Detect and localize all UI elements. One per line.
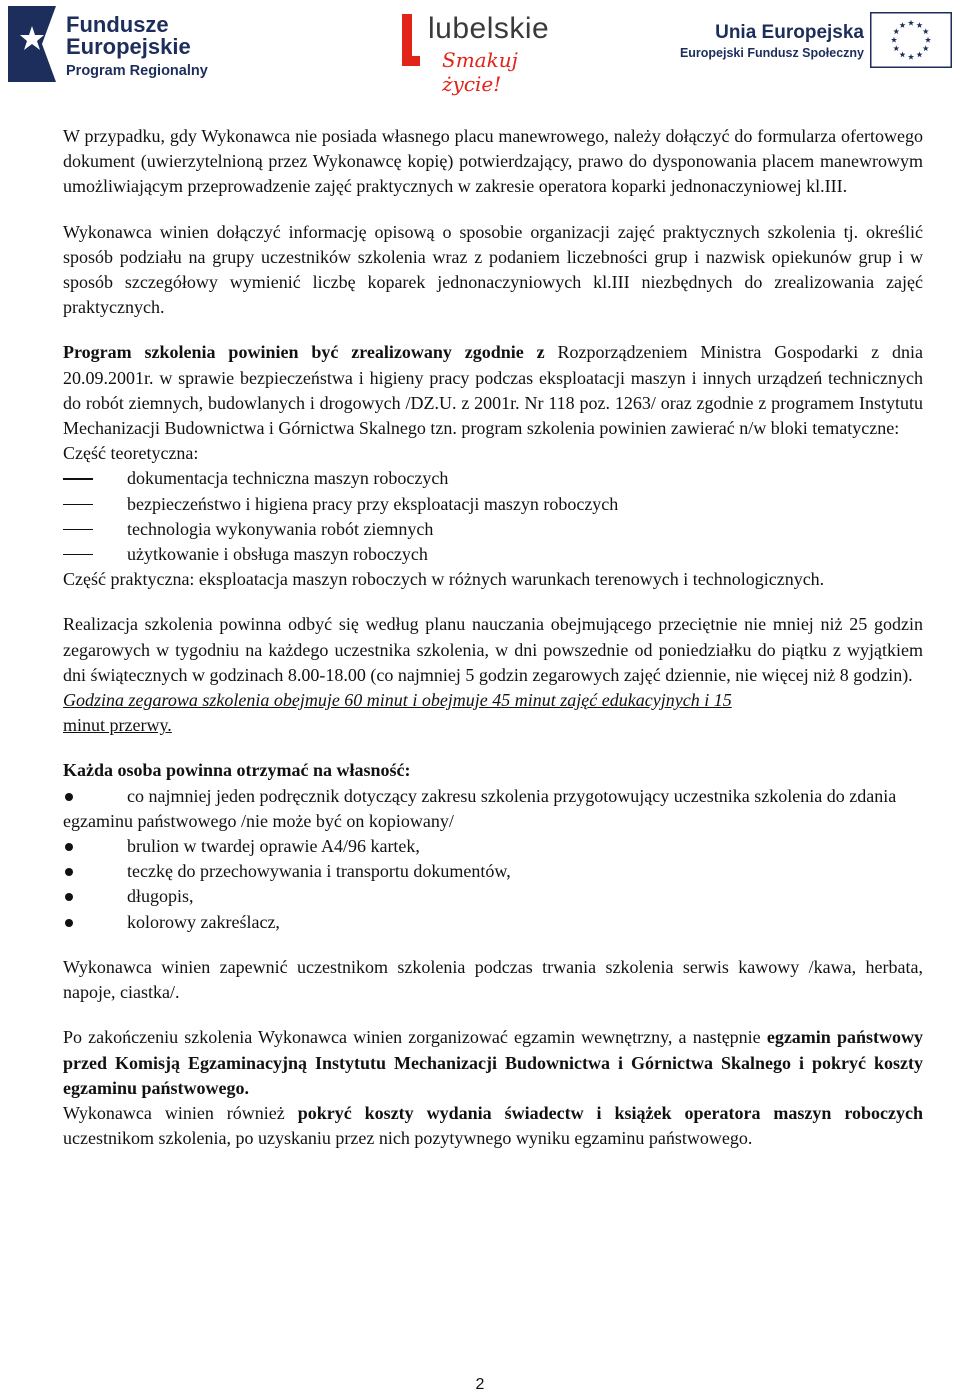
list-item: brulion w twardej oprawie A4/96 kartek,: [63, 834, 923, 859]
fe-line2: Europejskie: [66, 34, 191, 59]
certificates-bold-text: pokryć koszty wydania świadectw i książek operatora maszyn roboczych: [297, 1102, 924, 1123]
list-item: użytkowanie i obsługa maszyn roboczych: [63, 542, 923, 567]
paragraph-exam: Po zakończeniu szkolenia Wykonawca winien zorganizować egzamin wewnętrzny, a następnie egzamin państwowy przed Komisją Egzaminacyjną Instytutu Mechanizacji Budownictwa i Górnictwa Skalnego i pokryć koszty egzaminu państwowego.: [63, 1027, 923, 1098]
bullet-icon: [65, 868, 73, 876]
paragraph-training-program: [63, 340, 923, 441]
dash-icon: [63, 504, 93, 505]
paragraph-hour-definition: [63, 688, 923, 738]
paragraph-schedule: Realizacja szkolenia powinna odbyć się według planu nauczania obejmującego przeciętnie nie mniej niż 25 godzin zegarowych w tygodniu na każdego uczestnika szkolenia, w dni powszednie od poniedziałku do piątku z wyjątkiem dni świątecznych w godzinach 8.00-18.00 (co najmniej 5 godzin zegarowych zajęć dziennie, nie więcej niż 8 godzin).: [63, 614, 923, 685]
list-item: kolorowy zakreślacz,: [63, 910, 923, 935]
theory-heading: Część teoretyczna:: [63, 443, 199, 464]
lubelskie-logo: [398, 10, 568, 96]
practice-paragraph: Część praktyczna: eksploatacja maszyn roboczych w różnych warunkach terenowych i technologicznych.: [63, 569, 825, 590]
dash-icon: [63, 478, 93, 479]
paragraph-certificates: Wykonawca winien również pokryć koszty wydania świadectw i książek operatora maszyn roboczych uczestnikom szkolenia, po uzyskaniu przez nich pozytywnego wyniku egzaminu państwowego.: [63, 1102, 924, 1149]
ue-line1: Unia Europejska: [715, 22, 864, 43]
exam-bold-text: egzamin państwowy przed Komisją Egzaminacyjną Instytutu Mechanizacji Budownictwa i Górnictwa Skalnego i pokryć koszty egzaminu państwowego.: [63, 1027, 923, 1098]
bullet-icon: [65, 919, 73, 927]
dash-icon: [63, 554, 93, 555]
program-regulation-text: Rozporządzeniem Ministra Gospodarki z dnia 20.09.2001r. w sprawie bezpieczeństwa i higieny pracy podczas eksploatacji maszyn i innych urządzeń technicznych do robót ziemnych, budowlanych i drogowych /DZ.U. z 2001r. Nr 118 poz. 1263/ oraz zgodnie z programem Instytutu Mechanizacji Budownictwa i Górnictwa Skalnego tzn. program szkolenia powinien zawierać n/w bloki tematyczne:: [63, 342, 924, 439]
list-item: dokumentacja techniczna maszyn roboczych: [63, 466, 923, 491]
list-item: długopis,: [63, 884, 923, 909]
paragraph-maneuver-yard: W przypadku, gdy Wykonawca nie posiada własnego placu manewrowego, należy dołączyć do formularza ofertowego dokument (uwierzytelnioną przez Wykonawcę kopię) potwierdzający, prawo do dysponowania placem manewrowym umożliwiającym przeprowadzenie zajęć praktycznych w zakresie operatora koparki jednonaczyniowej kl.III.: [63, 126, 923, 197]
lubelskie-mark-icon: [398, 12, 422, 68]
list-item: technologia wykonywania robót ziemnych: [63, 517, 923, 542]
page-number: 2: [475, 1376, 485, 1393]
fe-line1: Fundusze: [66, 12, 169, 37]
list-item: teczkę do przechowywania i transportu dokumentów,: [63, 859, 923, 884]
hour-definition-plain: minut przerwy.: [63, 715, 172, 736]
program-bold-text: Program szkolenia powinien być zrealizowany zgodnie z: [63, 342, 545, 363]
paragraph-coffee-service: Wykonawca winien zapewnić uczestnikom szkolenia podczas trwania szkolenia serwis kawowy /kawa, herbata, napoje, ciastka/.: [63, 956, 923, 1003]
materials-heading: Każda osoba powinna otrzymać na własność:: [63, 760, 411, 781]
fe-line3: Program Regionalny: [66, 63, 208, 79]
paragraph-practical-organization: Wykonawca winien dołączyć informację opisową o sposobie organizacji zajęć praktycznych szkolenia tj. określić sposób podziału na grupy uczestników szkolenia wraz z podaniem liczebności grup i nazwisk opiekunów grup i w sposób szczegółowy wymienić liczbę koparek jednonaczyniowych kl.III niezbędnych do zrealizowania zajęć praktycznych.: [63, 221, 923, 318]
ue-line2: Europejski Fundusz Społeczny: [679, 46, 864, 60]
lubelskie-name: lubelskie: [428, 12, 550, 45]
bullet-icon: [65, 893, 73, 901]
fundusze-europejskie-logo: [8, 6, 208, 84]
list-item: co najmniej jeden podręcznik dotyczący zakresu szkolenia przygotowujący uczestnika szkolenia do zdania egzaminu państwowego /nie może być on kopiowany/: [63, 785, 897, 831]
bullet-icon: [65, 793, 73, 801]
unia-europejska-logo: [680, 10, 956, 80]
dash-icon: [63, 529, 93, 530]
page-header: [0, 0, 960, 95]
document-body: [63, 124, 923, 1151]
list-item: bezpieczeństwo i higiena pracy przy eksploatacji maszyn roboczych: [63, 492, 923, 517]
eu-flag-icon: [870, 12, 952, 68]
lubelskie-slogan: Smakuj życie!: [442, 48, 518, 96]
hour-definition-italic: Godzina zegarowa szkolenia obejmuje 60 minut i obejmuje 45 minut zajęć edukacyjnych i 15: [63, 690, 732, 711]
bullet-icon: [65, 843, 73, 851]
fe-flag-icon: [8, 6, 56, 82]
